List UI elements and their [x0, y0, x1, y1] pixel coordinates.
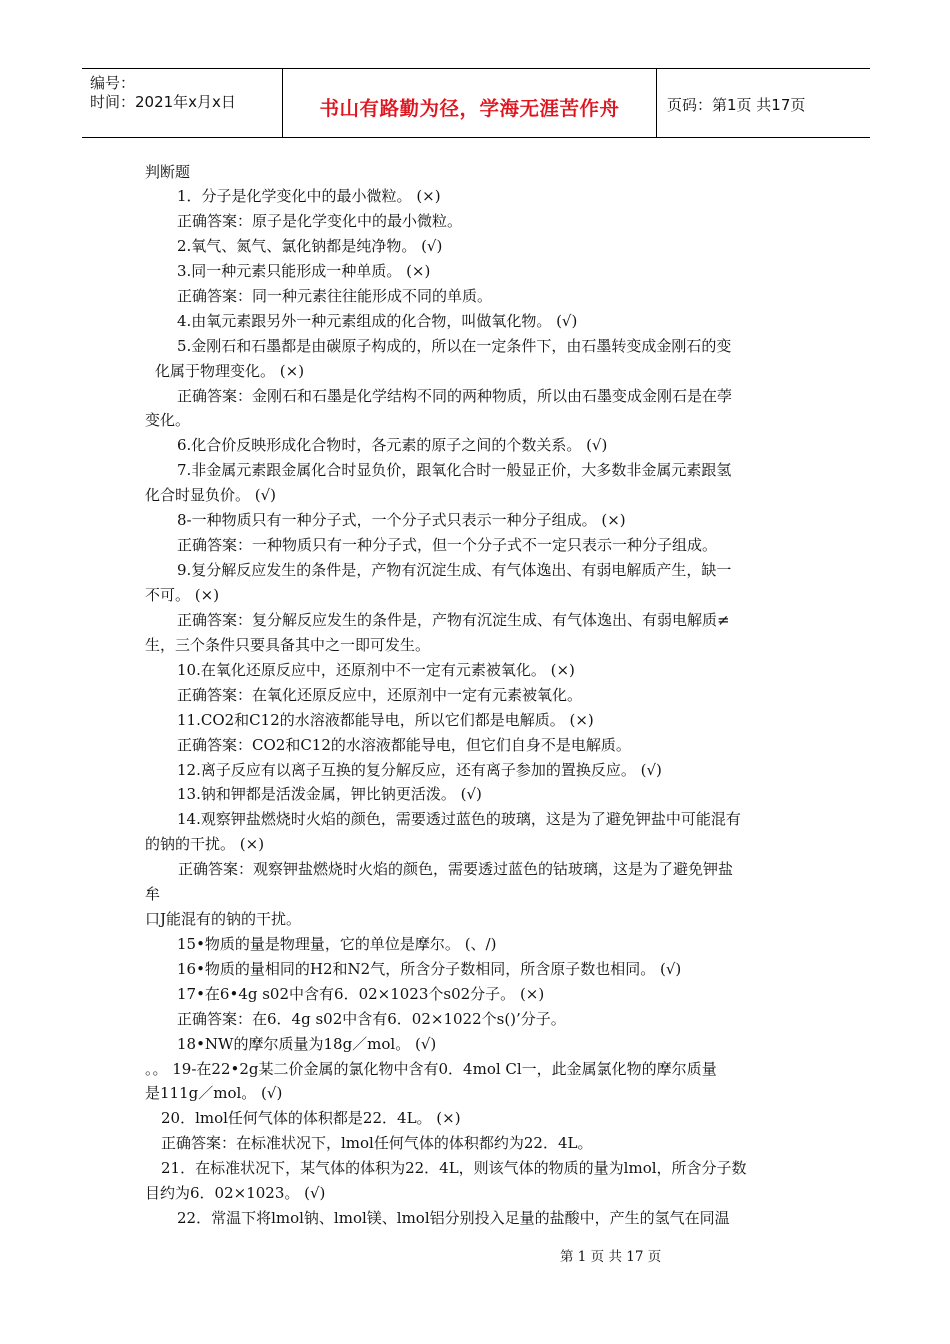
text-line: 17•在6•4g s02中含有6．02×1023个s02分子。 (×): [177, 985, 545, 1003]
header-motto-cell: [283, 69, 657, 137]
text-line: 5.金刚石和石墨都是由碳原子构成的，所以在一定条件下，由石墨转变成金刚石的变: [177, 337, 732, 355]
text-line: 正确答案：一种物质只有一种分子式，但一个分子式不一定只表示一种分子组成。: [177, 536, 718, 554]
text-line: 8-一种物质只有一种分子式，一个分子式只表示一种分子组成。 (×): [177, 511, 626, 529]
text-line: 4.由氧元素跟另外一种元素组成的化合物，叫做氧化物。 (√): [177, 312, 578, 330]
text-line: 22．常温下将lmol钠、lmol镁、lmol铝分别投入足量的盐酸中，产生的氢气在同温: [177, 1209, 730, 1227]
text-line: 化合时显负价。 (√): [145, 486, 277, 504]
text-line: 9.复分解反应发生的条件是，产物有沉淀生成、有气体逸出、有弱电解质产生，缺一: [177, 561, 732, 579]
header-info-cell: [82, 69, 283, 137]
text-line: 口J能混有的钠的干扰。: [145, 910, 302, 928]
page-footer: 第 1 页 共 17 页: [560, 1249, 662, 1265]
text-line: 正确答案：CO2和C12的水溶液都能导电，但它们自身不是电解质。: [177, 736, 631, 754]
text-line: 20．lmol任何气体的体积都是22．4L。 (×): [161, 1109, 461, 1127]
text-line: 正确答案：原子是化学变化中的最小微粒。: [177, 212, 463, 230]
text-line: 化属于物理变化。 (×): [155, 362, 305, 380]
text-line: 14.观察钾盐燃烧时火焰的颜色，需要透过蓝色的玻璃，这是为了避免钾盐中可能混有: [177, 810, 741, 828]
text-line: 的钠的干扰。 (×): [145, 835, 265, 853]
text-line: 牟: [145, 885, 161, 903]
text-line: 7.非金属元素跟金属化合时显负价，跟氧化合时一般显正价，大多数非金属元素跟氢: [177, 461, 732, 479]
header-page-info: 页码：第1页 共17页: [667, 96, 806, 114]
text-line: 16•物质的量相同的H2和N2气，所含分子数相同，所含原子数也相同。 (√): [177, 960, 682, 978]
header-motto: 书山有路勤为径，学海无涯苦作舟: [319, 97, 620, 120]
text-line: 正确答案：复分解反应发生的条件是，产物有沉淀生成、有气体逸出、有弱电解质≠: [177, 611, 730, 629]
page-header: [82, 68, 870, 138]
text-line: 不可。 (×): [145, 586, 220, 604]
text-line: 18•NW的摩尔质量为18g／mol。 (√): [177, 1035, 437, 1053]
text-line: 正确答案：观察钾盐燃烧时火焰的颜色，需要透过蓝色的钴玻璃，这是为了避免钾盐: [178, 860, 734, 878]
text-line: 正确答案：同一种元素往往能形成不同的单质。: [177, 287, 493, 305]
text-line: 11.CO2和C12的水溶液都能导电，所以它们都是电解质。 (×): [177, 711, 594, 729]
text-line: 13.钠和钾都是活泼金属，钾比钠更活泼。 (√): [177, 785, 482, 803]
text-line: 1．分子是化学变化中的最小微粒。 (×): [177, 187, 441, 205]
document-number-label: 编号：: [90, 74, 136, 92]
text-line: 变化。: [145, 411, 191, 429]
text-line: 正确答案：金刚石和石墨是化学结构不同的两种物质，所以由石墨变成金刚石是在荸: [177, 387, 733, 405]
text-line: 正确答案：在6．4g s02中含有6．02×1022个s()’分子。: [177, 1010, 566, 1028]
text-line: 6.化合价反映形成化合物时，各元素的原子之间的个数关系。 (√): [177, 436, 608, 454]
text-line: 生，三个条件只要具备其中之一即可发生。: [145, 636, 431, 654]
text-line: 目约为6．02×1023。 (√): [145, 1184, 326, 1202]
text-line: 是111g／mol。 (√): [145, 1084, 283, 1102]
text-line: 正确答案：在氧化还原反应中，还原剂中一定有元素被氧化。: [177, 686, 583, 704]
text-line: 2.氧气、氮气、氯化钠都是纯净物。 (√): [177, 237, 443, 255]
text-line: 10.在氧化还原反应中，还原剂中不一定有元素被氧化。 (×): [177, 661, 575, 679]
document-time-label: 时间：2021年x月x日: [90, 93, 236, 111]
text-line: 15•物质的量是物理量，它的单位是摩尔。 (、/): [177, 935, 497, 953]
text-line: 。。 19-在22•2g某二价金属的氯化物中含有0．4mol Cl一，此金属氯化物的摩尔质量: [145, 1060, 717, 1078]
text-line: 21．在标准状况下，某气体的体积为22．4L，则该气体的物质的量为lmol，所含分子数: [161, 1159, 747, 1177]
header-page-cell: [657, 69, 870, 137]
section-title: 判断题: [145, 163, 191, 181]
text-line: 3.同一种元素只能形成一种单质。 (×): [177, 262, 431, 280]
text-line: 正确答案：在标准状况下，lmol任何气体的体积都约为22．4L。: [161, 1134, 593, 1152]
text-line: 12.离子反应有以离子互换的复分解反应，还有离子参加的置换反应。 (√): [177, 761, 662, 779]
